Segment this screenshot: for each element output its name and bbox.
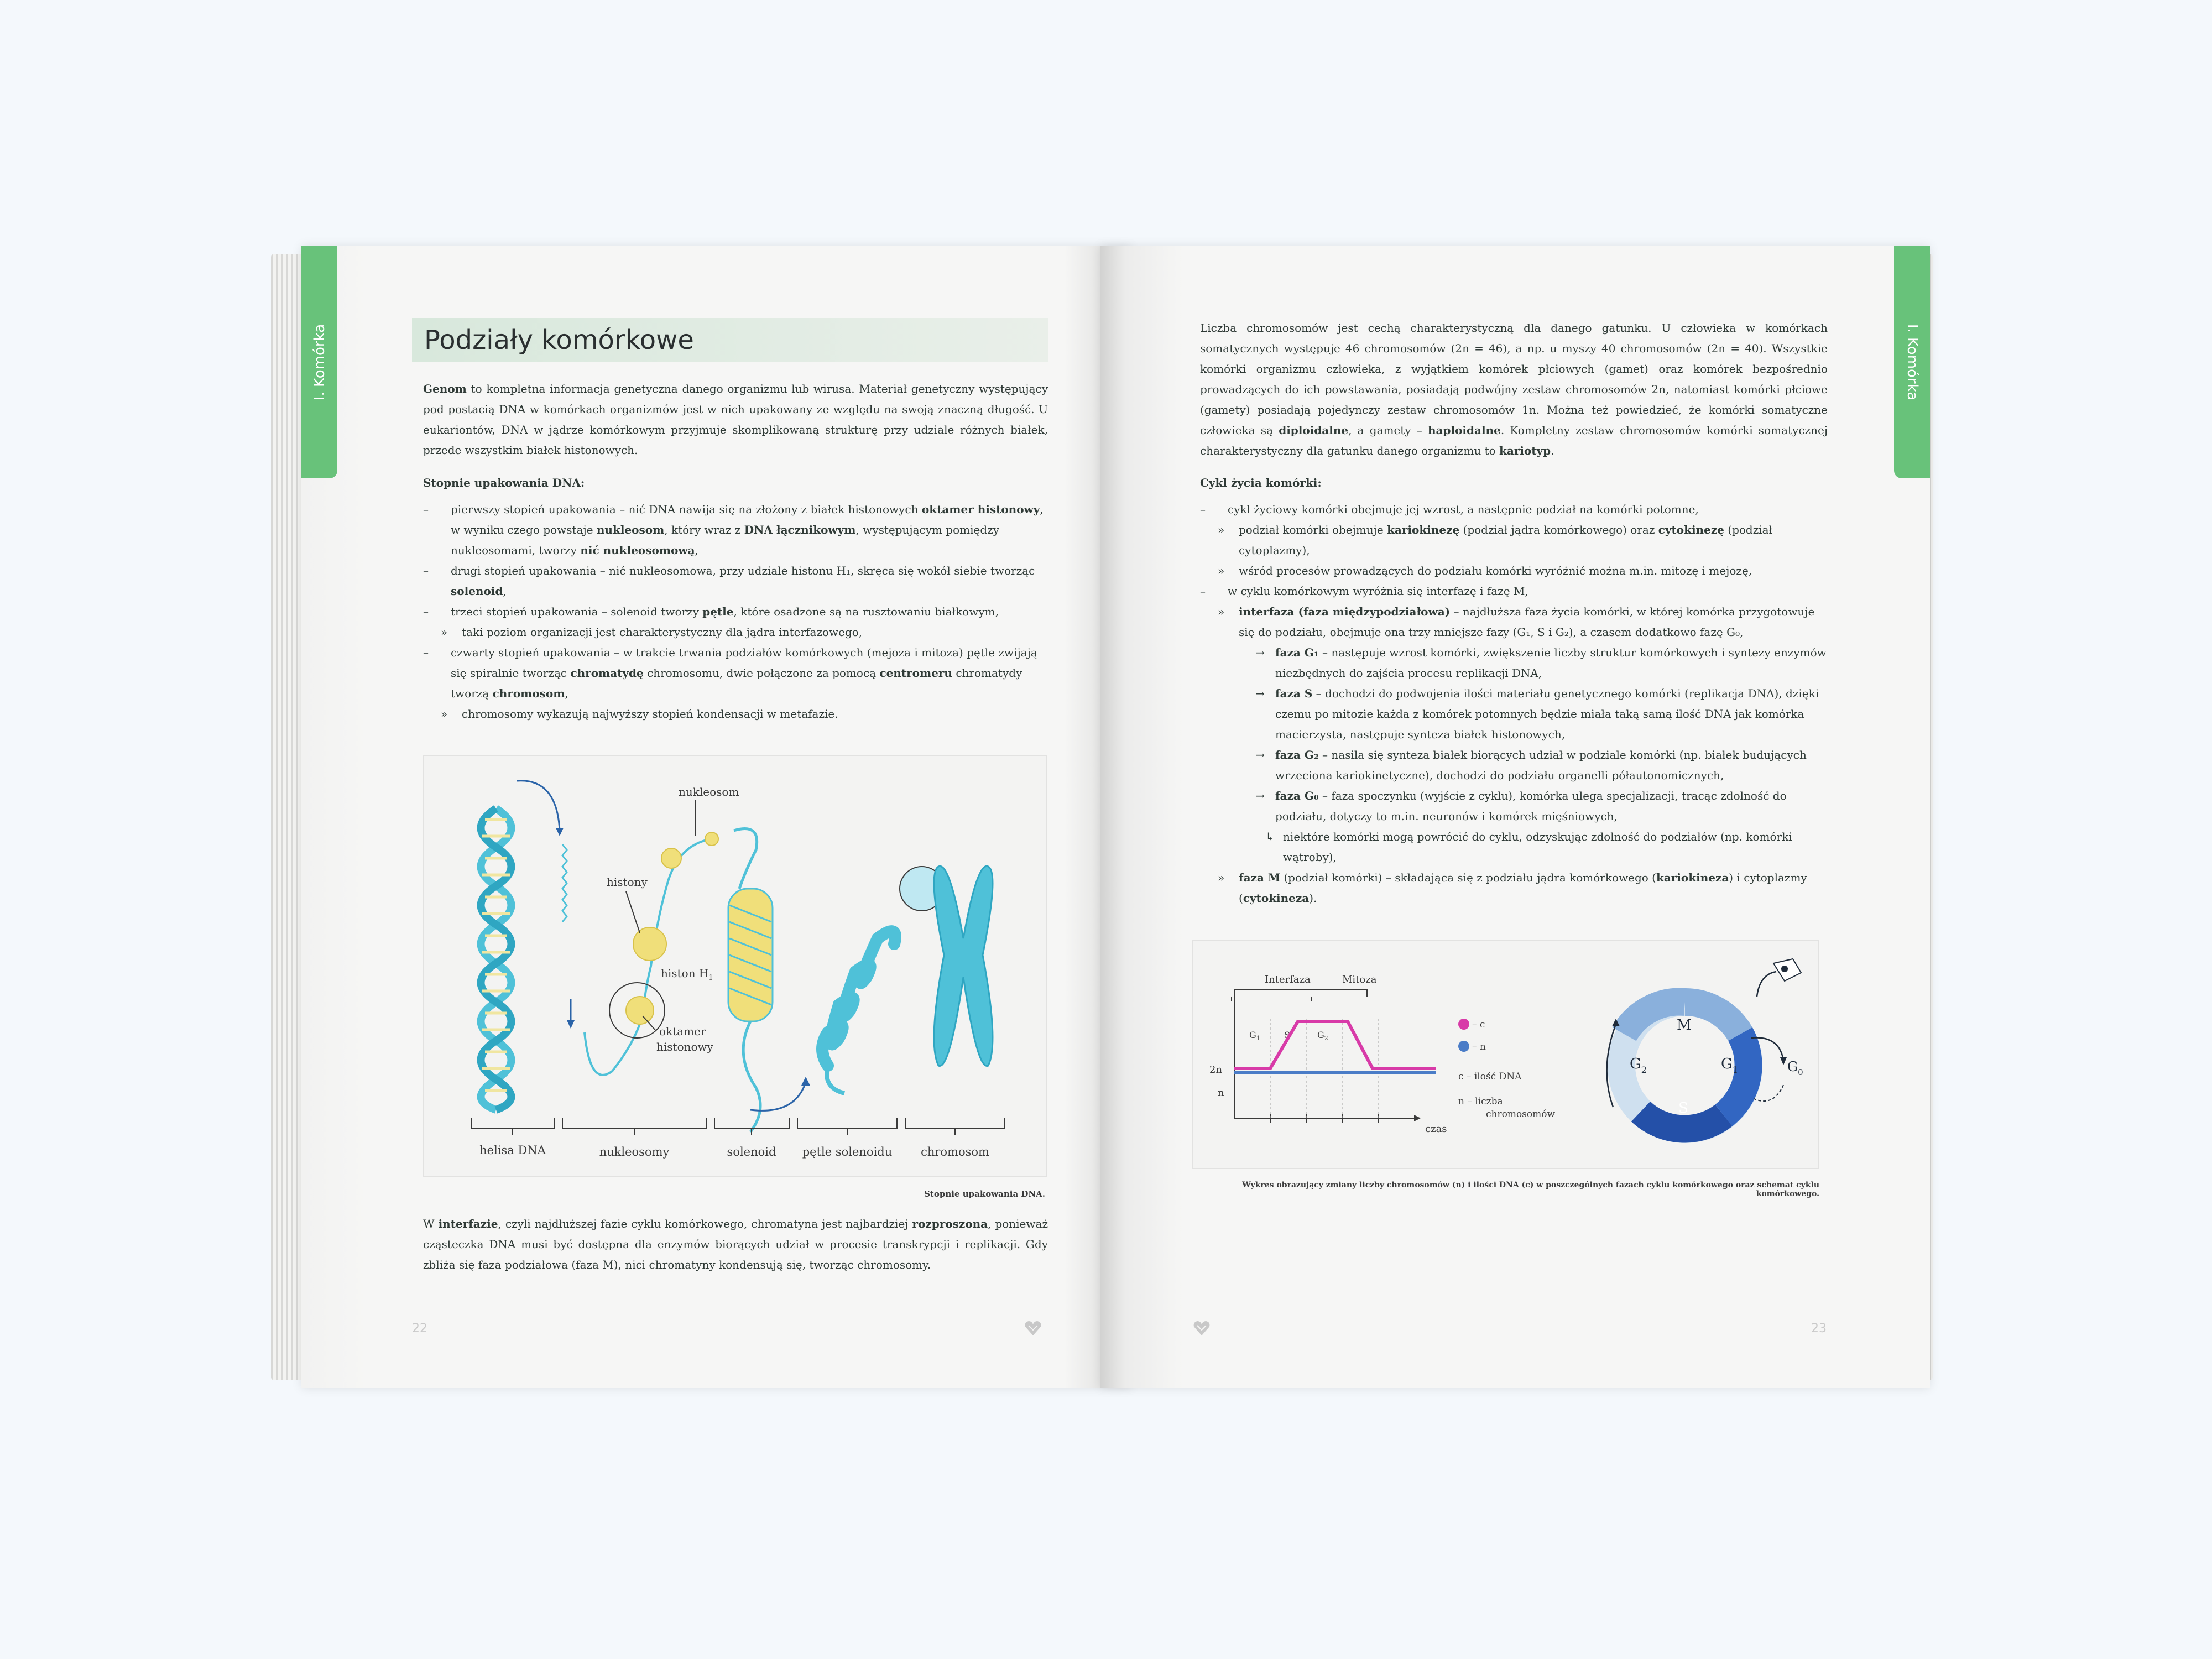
sub-list-item: » wśród procesów prowadzących do podziału komórki wyróżnić można m.in. mitozę i mejozę, [1200,561,1828,581]
figure-caption: Stopnie upakowania DNA. [924,1189,1045,1199]
chapter-tab-label: I. Komórka [1903,324,1921,401]
cell-cycle-list [1200,499,1828,909]
phase-item-g0-note: ↳ niektóre komórki mogą powrócić do cyklu, odzyskując zdolność do podziałów (np. komórki wątroby), [1239,827,1828,868]
y-label-n: n [1218,1087,1224,1099]
sub-list-item: » interfaza (faza międzypodziałowa) – najdłuższa faza życia komórki, w której komórka przygotowuje się do podziału, obejmuje ona trzy mniejsze fazy (G₁, S i G₂), a czasem dodatkowo fazę G₀, [1200,602,1828,643]
cycle-label-g2: $G_2$ [1630,1056,1647,1075]
page-title: Podziały komórkowe [424,325,694,356]
sub-list-item: » faza M (podział komórki) – składająca się z podziału jądra komórkowego (kariokineza) i cytoplazmy (cytokineza). [1200,868,1828,909]
axis-label-solenoid: solenoid [727,1145,776,1159]
intro-paragraph [423,379,1048,461]
phase-item-g0: → faza G₀ – faza spoczynku (wyjście z cyklu), komórka ulega specjalizacji, tracąc zdolność do podziału, dotyczy to m.in. neuronów i komórek mięśniowych, [1239,786,1828,827]
legend-n-desc-2: chromosomów [1486,1109,1556,1120]
cell-cycle-ring [1607,959,1803,1129]
axis-label-helisa: helisa DNA [479,1144,546,1157]
label-histony: histony [607,875,648,889]
category-brackets [471,1118,1005,1135]
section-title-cycle: Cykl życia komórki: [1200,476,1322,489]
list-item: – w cyklu komórkowym wyróżnia się interfazę i fazę M, [1200,581,1828,602]
label-interfaza: Interfaza [1265,974,1311,985]
page-number-left: 22 [412,1322,427,1335]
legend-swatch-n [1458,1041,1469,1052]
cell-cycle-chart [1193,941,1818,1168]
right-page [1100,246,1930,1388]
cycle-label-g0: $G_0$ [1787,1059,1803,1077]
chromosome [934,866,993,1066]
dna-strand [562,844,567,922]
list-item: – trzeci stopień upakowania – solenoid tworzy pętle, które osadzone są na rusztowaniu białkowym, [423,602,1048,622]
legend-n: – n [1472,1041,1486,1052]
phase-label-g2: $G_2$ [1317,1030,1328,1042]
label-histon-h1: histon H [661,967,709,980]
term-genom: Genom [423,382,467,395]
x-axis-label: czas [1425,1123,1447,1135]
open-book [271,246,1933,1388]
phase-item-g2: → faza G₂ – nasila się synteza białek biorących udział w podziale komórki (np. białek budujących wrzeciona kariokinetyczne), dochodzi do podziału organelli półautonomicznych, [1239,745,1828,786]
publisher-logo-icon [1023,1318,1043,1338]
dna-packing-illustration [424,756,1046,1176]
sub-list-item: » taki poziom organizacji jest charakterystyczny dla jądra interfazowego, [423,622,1048,643]
y-label-2n: 2n [1209,1064,1223,1076]
publisher-logo-icon [1192,1318,1212,1338]
phase-label-s: S [1284,1030,1290,1040]
label-oktamer-line2: histonowy [656,1040,713,1053]
intro-text: to kompletna informacja genetyczna danego organizmu lub wirusa. Materiał genetyczny występujący pod postacią DNA w komórkach organizmów jest w nich upakowany ze względu na swoją znaczną długość. U eukariontów, DNA w jądrze komórkowym przyjmuje skomplikowaną strukturę przy udziale różnych białek, przede wszystkim białek histonowych. [423,382,1048,457]
solenoid-loops [822,867,944,1093]
dna-packing-figure [423,755,1047,1177]
label-mitoza: Mitoza [1342,974,1377,985]
section-title: Stopnie upakowania DNA: [423,476,585,489]
label-oktamer-line1: oktamer [659,1025,706,1038]
chapter-tab-right[interactable] [1894,246,1930,478]
list-item: – cykl życiowy komórki obejmuje jej wzrost, a następnie podział na komórki potomne, [1200,499,1828,520]
cycle-label-m: M [1677,1017,1692,1034]
chapter-tab-label: I. Komórka [311,324,328,401]
sub-list-item: » podział komórki obejmuje kariokinezę (podział jądra komórkowego) oraz cytokinezę (podział cytoplazmy), [1200,520,1828,561]
phase-item-s: → faza S – dochodzi do podwojenia ilości materiału genetycznego komórki (replikacja DNA), dzięki czemu po mitozie każda z komórek potomnych będzie miała taką samą ilość DNA jak komórka macierzysta, następuje synteza białek histonowych, [1239,684,1828,745]
packing-list [423,499,1048,724]
nucleosome-string [585,832,718,1075]
solenoid [728,829,773,1132]
list-item: – pierwszy stopień upakowania – nić DNA nawija się na złożony z białek histonowych oktamer histonowy, w wyniku czego powstaje nukleosom, który wraz z DNA łącznikowym, występującym pomiędzy nukleosomami, tworzy nić nukleosomową, [423,499,1048,561]
legend-c: – c [1472,1019,1485,1030]
left-page [301,246,1131,1388]
interphase-paragraph: W interfazie, czyli najdłuższej fazie cyklu komórkowego, chromatyna jest najbardziej rozproszona, ponieważ cząsteczka DNA musi być dostępna dla enzymów biorących udział w procesie transkrypcji i replikacji. Gdy zbliża się faza podziałowa (faza M), nici chromatyny kondensują się, tworząc chromosomy. [423,1217,1048,1271]
list-item: – drugi stopień upakowania – nić nukleosomowa, przy udziale histonu H₁, skręca się wokół siebie tworząc solenoid, [423,561,1048,602]
page-number-right: 23 [1811,1322,1827,1335]
phase-item-g1: → faza G₁ – następuje wzrost komórki, zwiększenie liczby struktur komórkowych i syntezy enzymów niezbędnych do zajścia procesu replikacji DNA, [1239,643,1828,684]
list-item: – czwarty stopień upakowania – w trakcie trwania podziałów komórkowych (mejoza i mitoza) pętle zwijają się spiralnie tworząc chromatydę chromosomu, dwie połączone za pomocą centromeru chromatydy tworzą chromosom, [423,643,1048,704]
sub-list-item: » chromosomy wykazują najwyższy stopień kondensacji w metafazie. [423,704,1048,724]
label-nukleosom: nukleosom [679,785,739,799]
chart-caption: Wykres obrazujący zmiany liczby chromosomów (n) i ilości DNA (c) w poszczególnych fazach cyklu komórkowego oraz schemat cyklu komórkowego. [1242,1181,1819,1198]
dna-helix [481,808,512,1110]
cycle-label-s: S [1678,1100,1688,1117]
chromosome-intro-paragraph: Liczba chromosomów jest cechą charakterystyczną dla danego gatunku. U człowieka w komórkach somatycznych występuje 46 chromosomów (2n = 46), a np. u myszy 40 chromosomów (2n = 40). Wszystkie komórki organizmu człowieka, z wyjątkiem komórek płciowych (gamet) oraz komórek bezpośrednio prowadzących do ich powstawania, posiadają podwójny zestaw chromosomów 2n, natomiast komórki płciowe (gamety) posiadają pojedynczy zestaw chromosomów 1n. Można też powiedzieć, że komórki somatyczne człowieka są diploidalne, a gamety – haploidalne. Kompletny zestaw chromosomów komórki somatycznej charakterystyczny dla gatunku danego organizmu to kariotyp. [1200,321,1828,457]
legend-c-desc: c – ilość DNA [1458,1071,1522,1082]
chapter-tab-left[interactable] [301,246,337,478]
legend-n-desc: n – liczba [1458,1096,1503,1107]
axis-label-nukleosomy: nukleosomy [599,1145,670,1159]
cycle-label-g1: $G_1$ [1721,1056,1738,1075]
legend-swatch-c [1458,1019,1469,1030]
page-title-bar [412,318,1048,362]
phase-label-g1: $G_1$ [1249,1030,1260,1042]
arrow-1 [517,781,560,831]
axis-label-petle: pętle solenoidu [802,1145,893,1159]
cell-cycle-figure [1192,940,1819,1169]
axis-label-chromosom: chromosom [921,1145,989,1159]
svg-text:histon H1: histon $H_1$ [661,967,713,982]
series-c-line [1234,1021,1436,1068]
